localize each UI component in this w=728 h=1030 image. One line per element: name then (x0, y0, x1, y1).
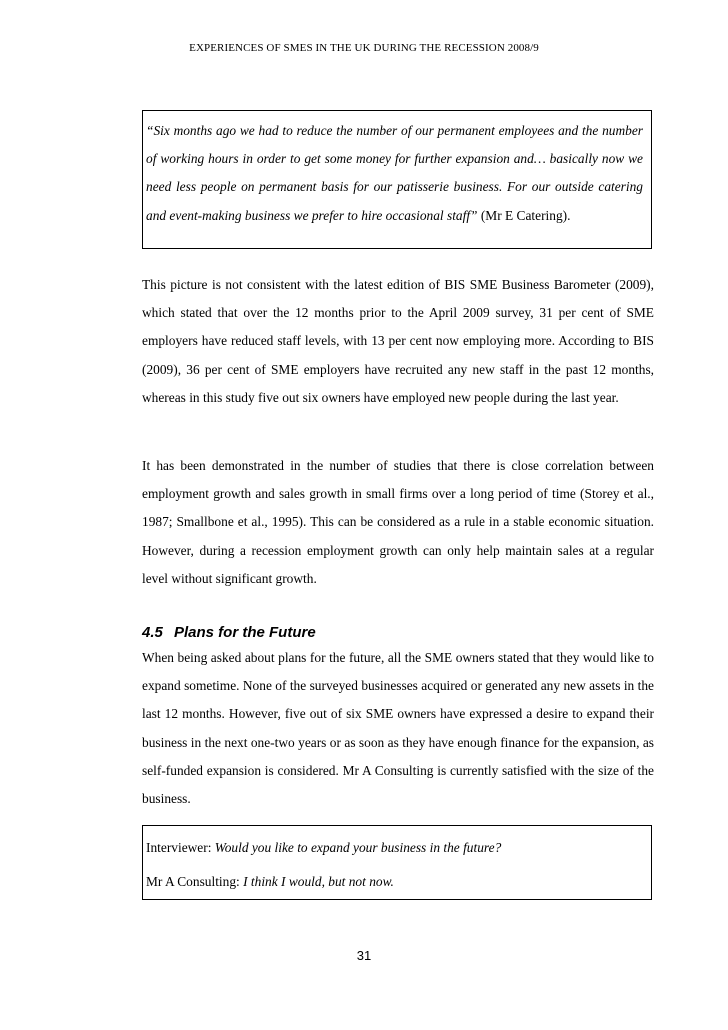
header-text: SME (283, 42, 307, 54)
header-text: DURING THE (373, 42, 442, 54)
header-text: XPERIENCES OF (195, 42, 281, 54)
header-text: S IN THE (306, 42, 352, 54)
paragraph-text: It has been demonstrated in the number of studies that there is close correlation between employment growth and sales growth in small firms over a long period of time (Storey et al., 1987; Smallbone et al., 1995). This can be considered as a rule in a stable economic situation. However, during a recession employment growth can only help maintain sales at a regular level without significant growth. (142, 458, 654, 586)
paragraph-text: This picture is not consistent with the latest edition of BIS SME Business Barometer (2009), which stated that over the 12 months prior to the April 2009 survey, 31 per cent of SME employers have reduced staff levels, with 13 per cent now employing more. According to BIS (2009), 36 per cent of SME employers have recruited any new staff in the past 12 months, whereas in this study five out six owners have employed new people during the last year. (142, 277, 654, 405)
running-header (0, 42, 728, 54)
header-text: E (189, 42, 196, 54)
header-text: UK (354, 42, 371, 54)
interviewer-question: Would you like to expand your business in the future? (214, 840, 502, 855)
page-number: 31 (356, 948, 372, 963)
section-number: 4.5 (142, 624, 163, 641)
paragraph-text: When being asked about plans for the future, all the SME owners stated that they would like to expand sometime. None of the surveyed businesses acquired or generated any new assets in the last 12 months. However, five out of six SME owners have expressed a desire to expand their business in the next one-two years or as soon as they have enough finance for the expansion, as self-funded expansion is considered. Mr A Consulting is currently satisfied with the size of the business. (142, 650, 654, 807)
paragraph-employment-growth (142, 452, 654, 593)
respondent-label: Mr A Consulting: (146, 874, 244, 889)
respondent-answer: I think I would, but not now. (243, 874, 394, 889)
interview-box (142, 825, 652, 900)
quote-box-catering (142, 110, 652, 249)
interviewer-line (146, 831, 643, 865)
section-heading (142, 624, 316, 641)
header-text: R (444, 42, 452, 54)
paragraph-plans (142, 644, 654, 813)
section-title: Plans for the Future (174, 624, 316, 641)
interviewer-label: Interviewer: (146, 840, 215, 855)
header-text: ECESSION (451, 42, 505, 54)
respondent-line (146, 865, 643, 899)
quote-text: “Six months ago we had to reduce the number of our permanent employees and the number of working hours in order to get some money for further expansion and… basically now we need less people on permanent basis for our patisserie business. For our outside catering and event-making business we prefer to hire occasional staff” (146, 123, 643, 223)
quote-attribution: (Mr E Catering). (477, 207, 571, 223)
header-text: 2008/9 (507, 42, 539, 54)
quote-paragraph (146, 117, 643, 230)
paragraph-bis-barometer (142, 271, 654, 412)
